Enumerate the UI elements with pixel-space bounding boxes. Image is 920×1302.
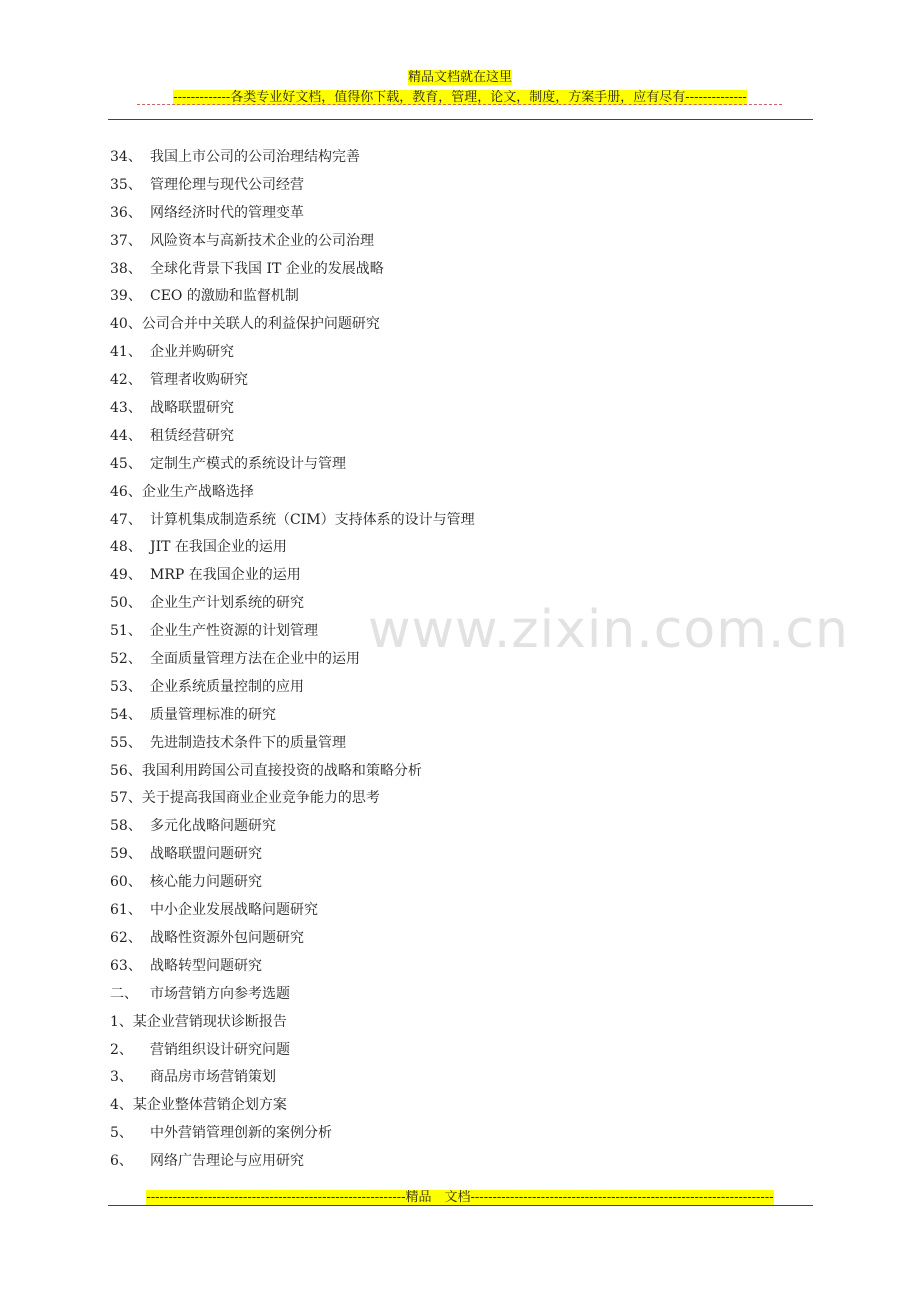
list-item-number: 60、	[110, 874, 142, 891]
list-item	[110, 1064, 810, 1092]
list-item	[110, 841, 810, 869]
list-item-text: 公司合并中关联人的利益保护问题研究	[141, 316, 380, 333]
list-item-number: 5、	[110, 1125, 133, 1142]
list-item	[110, 562, 810, 590]
list-item-text: 中外营销管理创新的案例分析	[150, 1125, 332, 1142]
list-item-number: 47、	[110, 511, 142, 528]
list-item	[110, 590, 810, 618]
list-item-text: 我国利用跨国公司直接投资的战略和策略分析	[141, 762, 422, 779]
list-item-text: 商品房市场营销策划	[150, 1069, 276, 1086]
list-item-number: 55、	[110, 734, 142, 751]
list-item-number: 3、	[110, 1069, 133, 1086]
list-item-text: 企业生产战略选择	[141, 483, 254, 500]
list-item	[110, 395, 810, 423]
footer-banner: -----------------------------------------------------------精品 文档---------------------------------------------------------------------	[146, 1190, 774, 1205]
list-item	[110, 981, 810, 1009]
list-item-number: 45、	[110, 455, 142, 472]
list-item-text: 网络广告理论与应用研究	[150, 1153, 304, 1170]
list-item	[110, 618, 810, 646]
list-item-number: 52、	[110, 651, 142, 668]
list-item	[110, 925, 810, 953]
list-item-number: 57、	[110, 790, 142, 807]
list-item-number: 38、	[110, 260, 142, 277]
list-item	[110, 534, 810, 562]
list-item-number: 1、	[110, 1013, 133, 1030]
footer-rule	[108, 1205, 813, 1206]
list-item	[110, 702, 810, 730]
list-item-number: 35、	[110, 176, 142, 193]
list-item-text: 风险资本与高新技术企业的公司治理	[150, 232, 374, 249]
list-item-number: 53、	[110, 678, 142, 695]
list-item	[110, 1148, 810, 1176]
list-item	[110, 953, 810, 981]
list-item-number: 62、	[110, 929, 142, 946]
list-item-number: 54、	[110, 706, 142, 723]
topic-list	[110, 144, 810, 1176]
list-item-text: 企业系统质量控制的应用	[150, 678, 304, 695]
list-item-text: 定制生产模式的系统设计与管理	[150, 455, 346, 472]
list-item	[110, 646, 810, 674]
list-item-number: 50、	[110, 595, 142, 612]
list-item-number: 二、	[110, 985, 138, 1002]
list-item-text: 关于提高我国商业企业竞争能力的思考	[141, 790, 380, 807]
list-item-text: 核心能力问题研究	[150, 874, 262, 891]
list-item	[110, 1120, 810, 1148]
list-item-text: 质量管理标准的研究	[150, 706, 276, 723]
list-item	[110, 228, 810, 256]
list-item	[110, 451, 810, 479]
list-item	[110, 367, 810, 395]
list-item	[110, 1092, 810, 1120]
list-item-number: 44、	[110, 427, 142, 444]
list-item-text: 企业生产性资源的计划管理	[150, 623, 318, 640]
watermark: www.zixin.com.cn	[368, 600, 849, 660]
list-item-text: 战略性资源外包问题研究	[150, 929, 304, 946]
header-rule	[108, 119, 813, 120]
list-item-number: 34、	[110, 149, 142, 165]
list-item-number: 51、	[110, 623, 142, 640]
list-item-number: 6、	[110, 1153, 133, 1170]
list-item-text: 市场营销方向参考选题	[150, 985, 290, 1002]
list-item	[110, 813, 810, 841]
list-item	[110, 200, 810, 228]
list-item	[110, 897, 810, 925]
list-item-text: 战略联盟问题研究	[150, 846, 262, 863]
list-item-text: 某企业整体营销企划方案	[132, 1097, 287, 1114]
list-item	[110, 144, 810, 172]
list-item	[110, 311, 810, 339]
header-title: 精品文档就在这里	[407, 70, 512, 85]
list-item-text: 多元化战略问题研究	[150, 818, 276, 835]
list-item-number: 63、	[110, 957, 142, 974]
list-item-text: 全球化背景下我国 IT 企业的发展战略	[150, 260, 384, 277]
list-item-number: 56、	[110, 762, 142, 779]
list-item-text: 全面质量管理方法在企业中的运用	[150, 651, 360, 668]
list-item-text: 企业并购研究	[150, 344, 234, 361]
list-item-text: 先进制造技术条件下的质量管理	[150, 734, 346, 751]
list-item	[110, 758, 810, 786]
list-item-number: 59、	[110, 846, 142, 863]
list-item	[110, 479, 810, 507]
list-item	[110, 256, 810, 284]
list-item-text: 企业生产计划系统的研究	[150, 595, 304, 612]
list-item-number: 36、	[110, 204, 142, 221]
list-item-text: 战略联盟研究	[150, 400, 234, 417]
list-item-text: 网络经济时代的管理变革	[150, 204, 304, 221]
list-item-text: 某企业营销现状诊断报告	[132, 1013, 287, 1030]
list-item-text: 营销组织设计研究问题	[150, 1041, 290, 1058]
list-item-text: 管理伦理与现代公司经营	[150, 176, 304, 193]
list-item	[110, 1037, 810, 1065]
list-item-number: 42、	[110, 372, 142, 389]
list-item	[110, 339, 810, 367]
list-item-number: 46、	[110, 483, 142, 500]
list-item	[110, 1009, 810, 1037]
list-item-number: 37、	[110, 232, 142, 249]
list-item	[110, 785, 810, 813]
list-item-number: 2、	[110, 1041, 133, 1058]
list-item	[110, 674, 810, 702]
list-item-number: 40、	[110, 316, 142, 333]
list-item	[110, 283, 810, 311]
list-item	[110, 423, 810, 451]
list-item	[110, 507, 810, 535]
header-tagline: -------------各类专业好文档，值得你下载，教育，管理，论文，制度，方案手册，应有尽有--------------	[173, 90, 747, 105]
list-item	[110, 730, 810, 758]
list-item-number: 43、	[110, 400, 142, 417]
list-item-number: 41、	[110, 344, 142, 361]
list-item-text: 战略转型问题研究	[150, 957, 262, 974]
list-item-text: 中小企业发展战略问题研究	[150, 902, 318, 919]
list-item	[110, 172, 810, 200]
list-item-text: MRP 在我国企业的运用	[150, 567, 301, 584]
list-item-number: 58、	[110, 818, 142, 835]
list-item-text: 租赁经营研究	[150, 427, 234, 444]
list-item-text: 我国上市公司的公司治理结构完善	[150, 149, 360, 165]
list-item	[110, 869, 810, 897]
list-item-number: 48、	[110, 539, 142, 556]
header-dashed-divider	[137, 104, 782, 105]
list-item-text: 管理者收购研究	[150, 372, 248, 389]
list-item-text: 计算机集成制造系统（CIM）支持体系的设计与管理	[150, 511, 475, 528]
list-item-number: 39、	[110, 288, 142, 305]
list-item-text: CEO 的激励和监督机制	[150, 288, 299, 305]
list-item-number: 49、	[110, 567, 142, 584]
list-item-number: 4、	[110, 1097, 133, 1114]
list-item-text: JIT 在我国企业的运用	[150, 539, 287, 556]
list-item-number: 61、	[110, 902, 142, 919]
